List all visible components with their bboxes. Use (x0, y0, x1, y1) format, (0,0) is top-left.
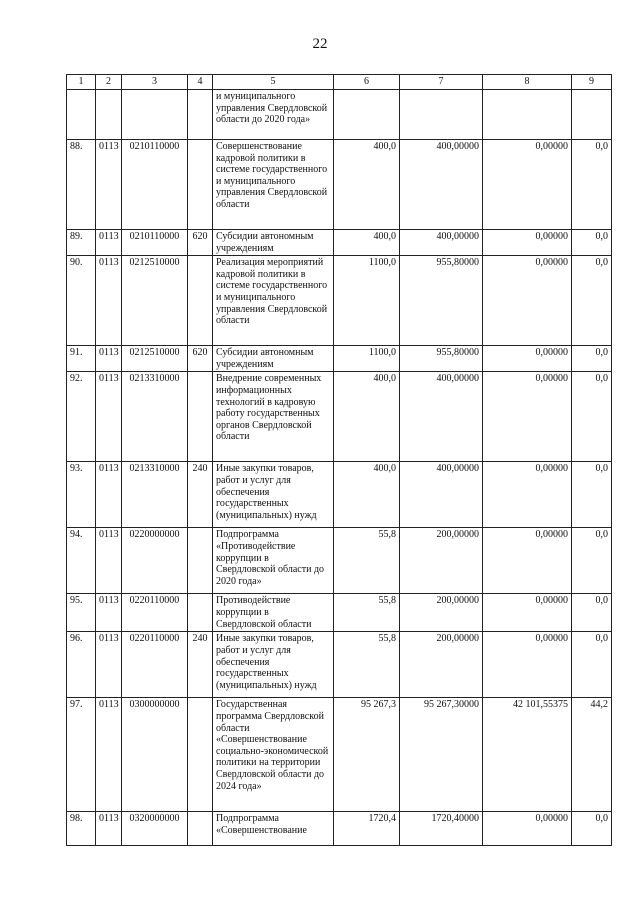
column-header-5: 5 (213, 75, 334, 90)
approved-amount: 400,0 (334, 372, 400, 462)
target-code: 0220110000 (122, 632, 188, 698)
row-number: 89. (67, 230, 96, 256)
planned-amount: 1720,40000 (400, 812, 483, 846)
approved-amount: 55,8 (334, 594, 400, 632)
executed-amount: 0,00000 (483, 594, 572, 632)
row-number: 91. (67, 346, 96, 372)
item-name: Подпрограмма «Противодействие коррупции в Свердловской области до 2020 года» (213, 528, 334, 594)
executed-amount: 0,00000 (483, 528, 572, 594)
expense-kind (188, 140, 213, 230)
target-code: 0213310000 (122, 462, 188, 528)
executed-amount (483, 90, 572, 140)
execution-percent: 44,2 (572, 698, 612, 812)
section-code: 0113 (96, 256, 122, 346)
column-header-6: 6 (334, 75, 400, 90)
expense-kind (188, 528, 213, 594)
section-code: 0113 (96, 632, 122, 698)
table-row (67, 812, 612, 846)
column-header-9: 9 (572, 75, 612, 90)
section-code: 0113 (96, 594, 122, 632)
expense-kind: 240 (188, 462, 213, 528)
planned-amount (400, 90, 483, 140)
planned-amount: 400,00000 (400, 372, 483, 462)
item-name: и муниципального управления Свердловской области до 2020 года» (213, 90, 334, 140)
planned-amount: 200,00000 (400, 528, 483, 594)
row-number: 88. (67, 140, 96, 230)
item-name: Субсидии автономным учреждениям (213, 230, 334, 256)
target-code: 0212510000 (122, 346, 188, 372)
column-header-7: 7 (400, 75, 483, 90)
item-name: Реализация мероприятий кадровой политики в системе государственного и муниципального управления Свердловской области (213, 256, 334, 346)
table-row (67, 632, 612, 698)
approved-amount: 400,0 (334, 140, 400, 230)
table-row (67, 698, 612, 812)
target-code: 0320000000 (122, 812, 188, 846)
table-row (67, 90, 612, 140)
table-row (67, 230, 612, 256)
section-code: 0113 (96, 140, 122, 230)
approved-amount: 400,0 (334, 462, 400, 528)
section-code: 0113 (96, 698, 122, 812)
expense-kind (188, 594, 213, 632)
approved-amount: 400,0 (334, 230, 400, 256)
target-code: 0210110000 (122, 140, 188, 230)
planned-amount: 200,00000 (400, 594, 483, 632)
planned-amount: 400,00000 (400, 462, 483, 528)
target-code: 0300000000 (122, 698, 188, 812)
item-name: Государственная программа Свердловской области «Совершенствование социально-экономической политики на территории Свердловской области до 2024 года» (213, 698, 334, 812)
expense-kind (188, 372, 213, 462)
expense-kind (188, 256, 213, 346)
planned-amount: 400,00000 (400, 230, 483, 256)
section-code: 0113 (96, 528, 122, 594)
expense-kind (188, 90, 213, 140)
table-row (67, 462, 612, 528)
planned-amount: 955,80000 (400, 256, 483, 346)
target-code: 0212510000 (122, 256, 188, 346)
column-header-2: 2 (96, 75, 122, 90)
execution-percent: 0,0 (572, 528, 612, 594)
target-code: 0210110000 (122, 230, 188, 256)
approved-amount: 1100,0 (334, 256, 400, 346)
section-code: 0113 (96, 230, 122, 256)
column-header-1: 1 (67, 75, 96, 90)
table-row (67, 346, 612, 372)
table-row (67, 594, 612, 632)
executed-amount: 42 101,55375 (483, 698, 572, 812)
execution-percent: 0,0 (572, 346, 612, 372)
approved-amount (334, 90, 400, 140)
execution-percent: 0,0 (572, 140, 612, 230)
target-code: 0213310000 (122, 372, 188, 462)
planned-amount: 955,80000 (400, 346, 483, 372)
section-code (96, 90, 122, 140)
section-code: 0113 (96, 812, 122, 846)
approved-amount: 1720,4 (334, 812, 400, 846)
target-code: 0220110000 (122, 594, 188, 632)
table-row (67, 528, 612, 594)
section-code: 0113 (96, 372, 122, 462)
execution-percent: 0,0 (572, 256, 612, 346)
section-code: 0113 (96, 462, 122, 528)
expense-kind (188, 812, 213, 846)
execution-percent: 0,0 (572, 594, 612, 632)
expense-kind (188, 698, 213, 812)
item-name: Иные закупки товаров, работ и услуг для обеспечения государственных (муниципальных) нужд (213, 632, 334, 698)
table-body (67, 90, 612, 846)
row-number: 93. (67, 462, 96, 528)
item-name: Иные закупки товаров, работ и услуг для обеспечения государственных (муниципальных) нужд (213, 462, 334, 528)
approved-amount: 95 267,3 (334, 698, 400, 812)
table-row (67, 140, 612, 230)
execution-percent: 0,0 (572, 632, 612, 698)
execution-percent (572, 90, 612, 140)
target-code: 0220000000 (122, 528, 188, 594)
approved-amount: 1100,0 (334, 346, 400, 372)
executed-amount: 0,00000 (483, 462, 572, 528)
item-name: Внедрение современных информационных технологий в кадровую работу государственных органов Свердловской области (213, 372, 334, 462)
expense-kind: 240 (188, 632, 213, 698)
expense-kind: 620 (188, 346, 213, 372)
approved-amount: 55,8 (334, 528, 400, 594)
expense-kind: 620 (188, 230, 213, 256)
section-code: 0113 (96, 346, 122, 372)
executed-amount: 0,00000 (483, 346, 572, 372)
row-number: 96. (67, 632, 96, 698)
table-header-row (67, 75, 612, 90)
item-name: Субсидии автономным учреждениям (213, 346, 334, 372)
executed-amount: 0,00000 (483, 632, 572, 698)
item-name: Совершенствование кадровой политики в системе государственного и муниципального управления Свердловской области (213, 140, 334, 230)
approved-amount: 55,8 (334, 632, 400, 698)
item-name: Подпрограмма «Совершенствование (213, 812, 334, 846)
row-number: 94. (67, 528, 96, 594)
executed-amount: 0,00000 (483, 256, 572, 346)
planned-amount: 200,00000 (400, 632, 483, 698)
executed-amount: 0,00000 (483, 230, 572, 256)
execution-percent: 0,0 (572, 372, 612, 462)
executed-amount: 0,00000 (483, 812, 572, 846)
row-number (67, 90, 96, 140)
column-header-3: 3 (122, 75, 188, 90)
table-row (67, 256, 612, 346)
planned-amount: 95 267,30000 (400, 698, 483, 812)
page-number: 22 (312, 36, 328, 52)
row-number: 90. (67, 256, 96, 346)
execution-percent: 0,0 (572, 462, 612, 528)
execution-percent: 0,0 (572, 230, 612, 256)
table-row (67, 372, 612, 462)
planned-amount: 400,00000 (400, 140, 483, 230)
row-number: 92. (67, 372, 96, 462)
budget-table (66, 74, 612, 846)
executed-amount: 0,00000 (483, 140, 572, 230)
item-name: Противодействие коррупции в Свердловской области (213, 594, 334, 632)
column-header-8: 8 (483, 75, 572, 90)
row-number: 95. (67, 594, 96, 632)
row-number: 97. (67, 698, 96, 812)
target-code (122, 90, 188, 140)
executed-amount: 0,00000 (483, 372, 572, 462)
row-number: 98. (67, 812, 96, 846)
execution-percent: 0,0 (572, 812, 612, 846)
column-header-4: 4 (188, 75, 213, 90)
